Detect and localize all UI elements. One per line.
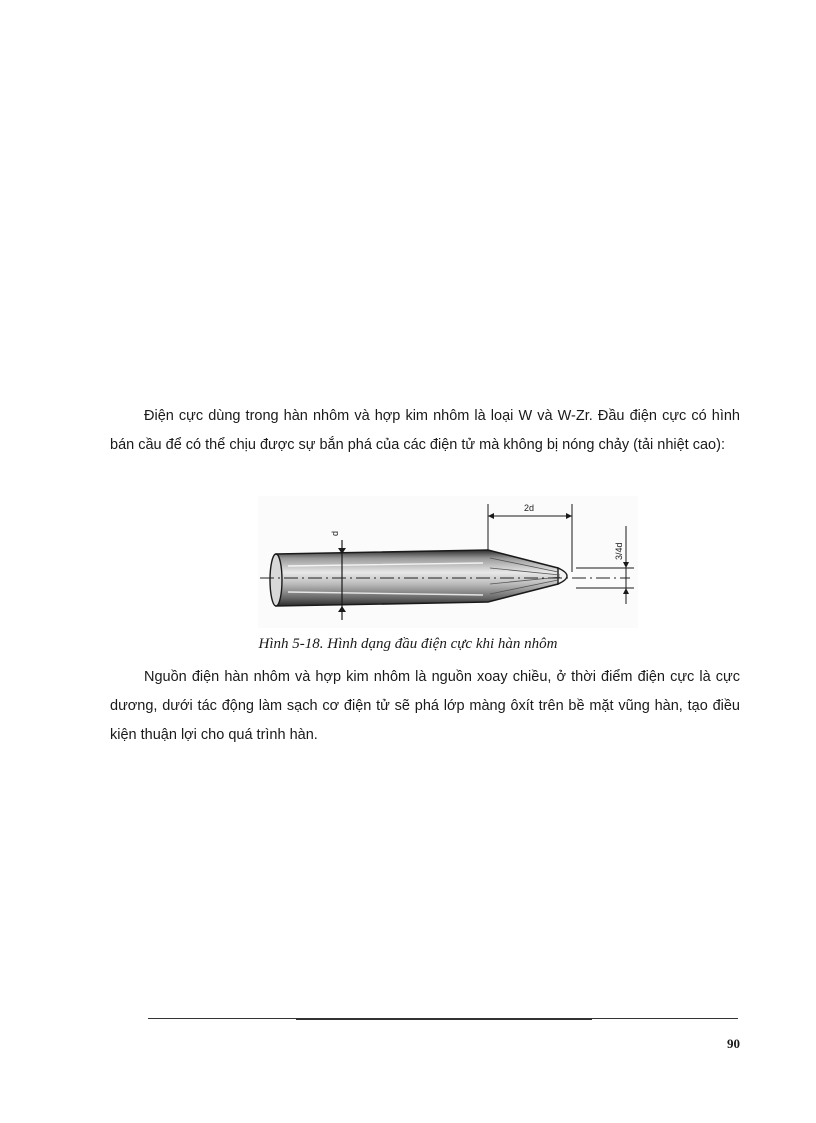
paragraph-text: Điện cực dùng trong hàn nhôm và hợp kim nhôm là loại W và W-Zr. Đầu điện cực có hình bán cầu để có thể chịu được sự bắn phá của các điện tử mà không bị nóng chảy (tải nhiệt cao): <box>110 408 740 453</box>
taper-label: 2d <box>524 503 535 513</box>
paragraph-text: Nguồn điện hàn nhôm và hợp kim nhôm là nguồn xoay chiều, ở thời điểm điện cực là cực dương, dưới tác động làm sạch cơ điện tử sẽ phá lớp màng ôxít trên bề mặt vũng hàn, tạo điều kiện thuận lợi cho quá trình hàn. <box>110 669 740 743</box>
diameter-label: d <box>330 530 340 536</box>
tip-label: 3/4d <box>614 542 624 560</box>
footer-divider <box>148 1018 738 1019</box>
page-number: 90 <box>727 1036 740 1051</box>
electrode-drawing <box>258 496 638 628</box>
figure-caption: Hình 5-18. Hình dạng đầu điện cực khi hàn nhôm <box>258 636 558 652</box>
electrode-figure <box>258 496 638 628</box>
body-paragraph <box>110 663 740 750</box>
body-paragraph <box>110 402 740 460</box>
electrode-end-cap <box>270 554 282 606</box>
footer-divider-accent <box>296 1018 592 1020</box>
